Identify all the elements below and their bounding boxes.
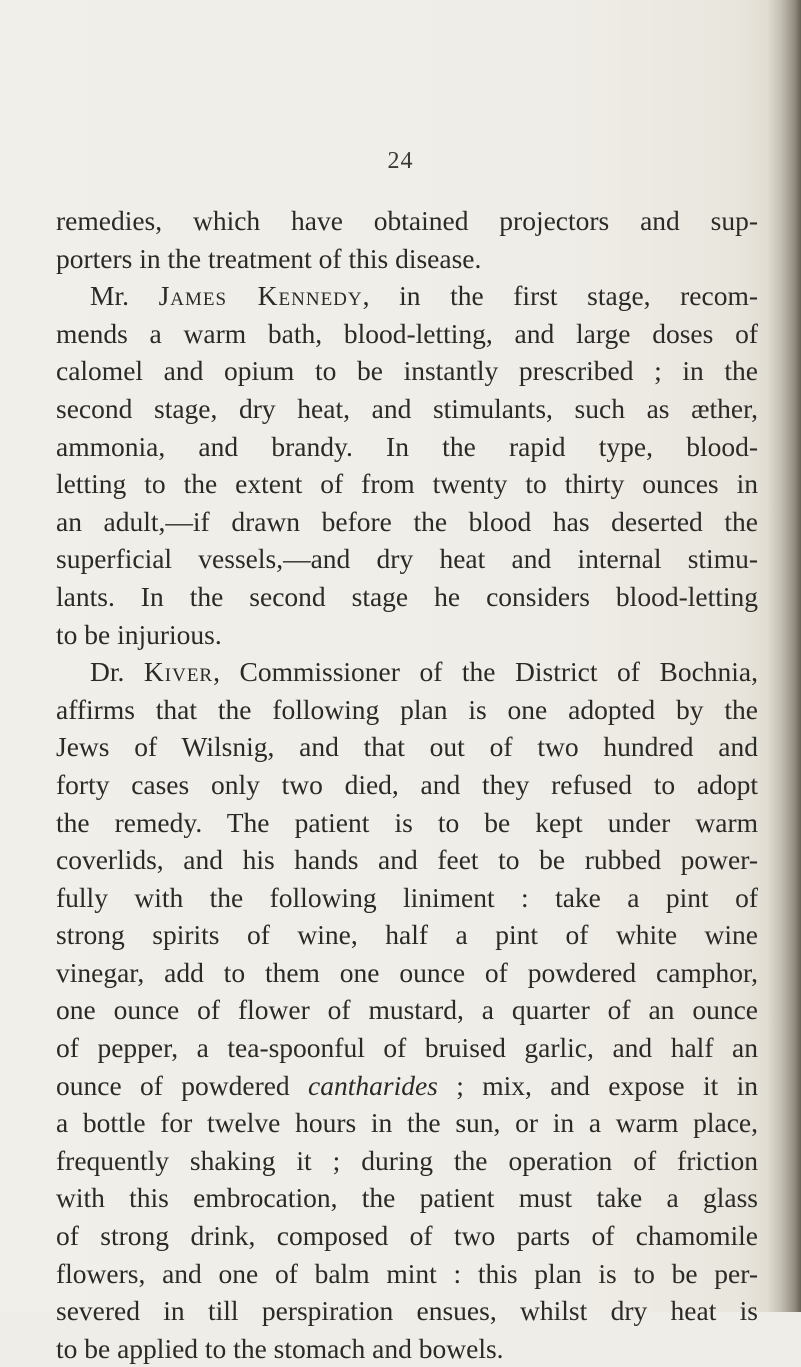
text-line: the remedy. The patient is to be kept under warm: [56, 806, 758, 838]
text-line: superficial vessels,—and dry heat and internal stimu-: [56, 543, 758, 575]
text-line: with this embrocation, the patient must take a glass: [56, 1182, 758, 1214]
text-line: second stage, dry heat, and stimulants, such as æther,: [56, 392, 758, 424]
text-line: coverlids, and his hands and feet to be rubbed power-: [56, 844, 758, 876]
text-line: to be injurious.: [56, 618, 222, 650]
author-name: Kiver: [143, 656, 214, 688]
text-line: to be applied to the stomach and bowels.: [56, 1332, 504, 1364]
text-line: [56, 1067, 758, 1105]
text-line: [56, 277, 758, 315]
italic-term: cantharides: [308, 1069, 438, 1101]
text-line: of strong drink, composed of two parts of chamomile: [56, 1220, 758, 1252]
text-line: an adult,—if drawn before the blood has deserted the: [56, 505, 758, 537]
page-edge-shadow: [767, 0, 801, 1312]
text-line: [56, 653, 758, 691]
author-name: James Kennedy: [158, 280, 363, 312]
text-line: porters in the treatment of this disease.: [56, 242, 482, 274]
text-line: remedies, which have obtained projectors and sup-: [56, 205, 758, 236]
text-line: vinegar, add to them one ounce of powdered camphor,: [56, 956, 758, 988]
body-text: [56, 202, 758, 1367]
text-line: calomel and opium to be instantly prescribed ; in the: [56, 355, 758, 387]
text-fragment: , Commissioner of the District of Bochnia,: [213, 656, 758, 688]
text-line: fully with the following liniment : take a pint of: [56, 881, 758, 913]
text-fragment: , in the first stage, recom-: [362, 280, 758, 312]
text-line: strong spirits of wine, half a pint of white wine: [56, 919, 758, 951]
text-line: affirms that the following plan is one adopted by the: [56, 693, 758, 725]
text-line: lants. In the second stage he considers blood-letting: [56, 580, 758, 612]
text-line: flowers, and one of balm mint : this plan is to be per-: [56, 1257, 758, 1289]
text-line: Jews of Wilsnig, and that out of two hundred and: [56, 731, 758, 763]
text-fragment: Mr.: [90, 280, 159, 312]
text-fragment: ; mix, and expose it in: [437, 1069, 758, 1101]
text-line: severed in till perspiration ensues, whilst dry heat is: [56, 1295, 758, 1327]
text-line: a bottle for twelve hours in the sun, or in a warm place,: [56, 1107, 758, 1139]
text-line: of pepper, a tea-spoonful of bruised garlic, and half an: [56, 1032, 758, 1064]
text-line: frequently shaking it ; during the operation of friction: [56, 1144, 758, 1176]
page-number: 24: [387, 148, 414, 174]
text-line: mends a warm bath, blood-letting, and large doses of: [56, 317, 758, 349]
text-line: one ounce of flower of mustard, a quarter of an ounce: [56, 994, 758, 1026]
text-line: ammonia, and brandy. In the rapid type, blood-: [56, 430, 758, 462]
text-line: letting to the extent of from twenty to thirty ounces in: [56, 468, 758, 500]
text-fragment: Dr.: [90, 656, 144, 688]
text-fragment: ounce of powdered: [56, 1069, 309, 1101]
text-line: forty cases only two died, and they refused to adopt: [56, 768, 758, 800]
